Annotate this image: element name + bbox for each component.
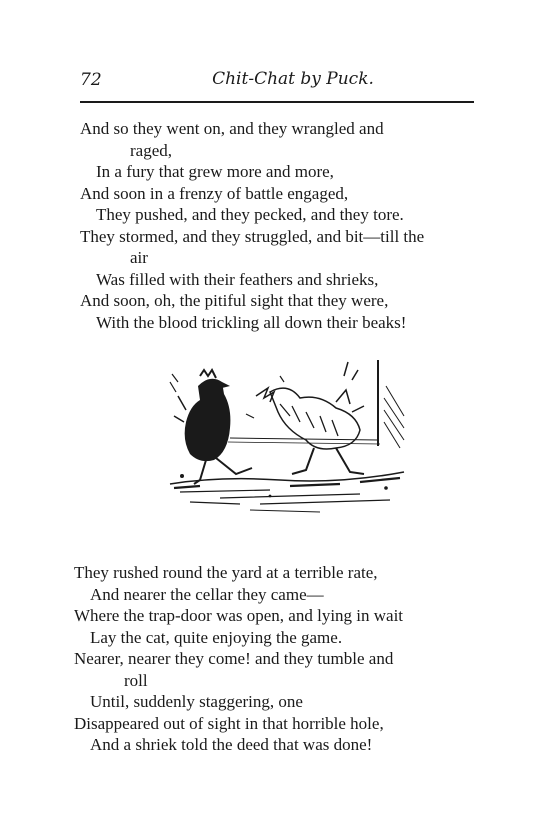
verse-line: raged, xyxy=(130,140,173,160)
header-rule xyxy=(80,101,474,103)
rooster-fight-illustration xyxy=(160,356,410,520)
verse-line: Disappeared out of sight in that horrible hole, xyxy=(74,713,384,733)
running-title: Chit-Chat by Puck. xyxy=(212,69,374,89)
verse-line: They pushed, and they pecked, and they tore. xyxy=(96,205,404,224)
verse-line: And so they went on, and they wrangled and xyxy=(80,119,384,138)
stanza-2 xyxy=(0,562,546,756)
verse-line: Until, suddenly staggering, one xyxy=(90,692,303,711)
verse-line: In a fury that grew more and more, xyxy=(96,162,334,181)
verse-line: And nearer the cellar they came— xyxy=(90,584,324,604)
verse-line: Lay the cat, quite enjoying the game. xyxy=(90,627,343,647)
verse-line: roll xyxy=(124,670,148,690)
verse-line: Where the trap-door was open, and lying in wait xyxy=(74,606,404,625)
verse-line: And soon in a frenzy of battle engaged, xyxy=(80,183,349,203)
page-header xyxy=(0,64,546,94)
verse-line: And soon, oh, the pitiful sight that they were, xyxy=(80,291,389,310)
verse-line: Was filled with their feathers and shrieks, xyxy=(96,269,379,289)
verse-line: They stormed, and they struggled, and bit—till the xyxy=(80,226,425,246)
verse-line: They rushed round the yard at a terrible rate, xyxy=(74,563,378,582)
verse-line: With the blood trickling all down their beaks! xyxy=(96,312,407,332)
verse-line: Nearer, nearer they come! and they tumble and xyxy=(74,649,394,668)
stanza-1 xyxy=(0,118,546,333)
verse-line: air xyxy=(130,248,148,267)
page-number: 72 xyxy=(80,70,102,90)
verse-line: And a shriek told the deed that was done! xyxy=(90,735,373,754)
